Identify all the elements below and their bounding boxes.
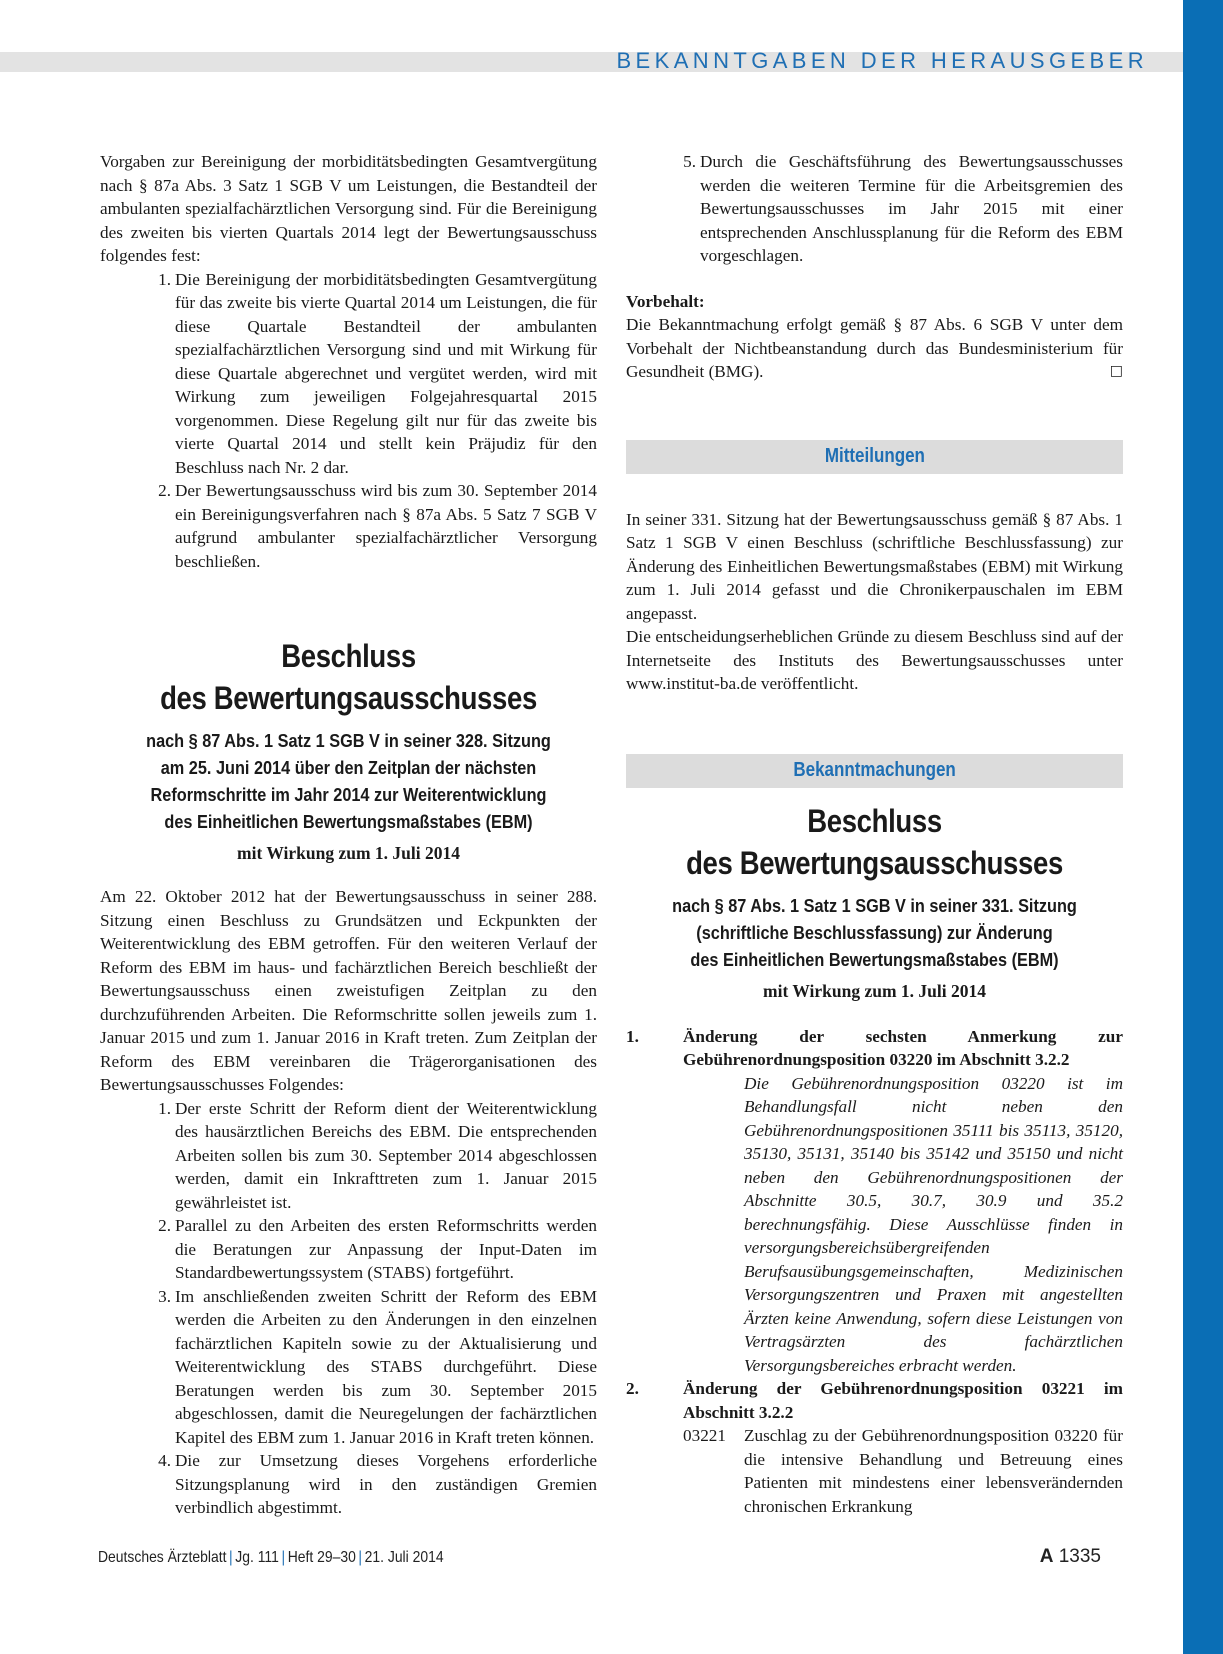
reformschritte-list [100,1097,597,1520]
page-number: A 1335 [1039,1546,1101,1567]
change-2-title: 2. Änderung der Gebührenordnungsposition 03221 im Abschnitt 3.2.2 [626,1379,1123,1422]
reformschritte-list-continued [626,150,1123,268]
vorbehalt-paragraph: Die Bekanntmachung erfolgt gemäß § 87 Abs. 6 SGB V unter dem Vorbehalt der Nichtbeanstandung durch das Bundesministerium für Gesundheit (BMG). □ [626,313,1123,384]
list-item: 2. Der Bewertungsausschuss wird bis zum 30. September 2014 ein Bereinigungsverfahren nach § 87a Abs. 5 Satz 7 SGB V aufgrund ambulanter spezialfachärztlicher Versorgung beschließen. [158,481,597,571]
change-2-entry: 03221 Zuschlag zu der Gebührenordnungsposition 03220 für die intensive Behandlung und Betreuung eines Patienten mit mindestens einer lebensverändernden chronischen Erkrankung [683,1426,1123,1516]
section-title: BEKANNTGABEN DER HERAUSGEBER [616,48,1148,73]
bereinigung-list [100,268,597,574]
change-1-title: 1. Änderung der sechsten Anmerkung zur Gebührenordnungsposition 03220 im Abschnitt 3.2.2 [626,1026,1123,1069]
list-item: 5. Durch die Geschäftsführung des Bewertungsausschusses werden die weiteren Termine für die Arbeitsgremien des Bewertungsausschusses im Jahr 2015 mit einer entsprechenden Anschlussplanung für die Reform des EBM vorgeschlagen. [683,152,1123,265]
list-item: 2. Parallel zu den Arbeiten des ersten Reformschritts werden die Beratungen zur Anpassung der Input-Daten im Standardbewertungssystem (STABS) fortgeführt. [158,1216,597,1282]
gop-code: 03221 [683,1426,726,1445]
beschluss-heading-331: Beschluss des Bewertungsausschusses nach § 87 Abs. 1 Satz 1 SGB V in seiner 331. Sitzung (schriftliche Beschlussfassung) zur Änderung des Einheitlichen Bewertungsmaßstabes (EBM) [672,802,1077,970]
beschluss-heading-328: Beschluss des Bewertungsausschusses nach § 87 Abs. 1 Satz 1 SGB V in seiner 328. Sitzung am 25. Juni 2014 über den Zeitplan der nächsten Reformschritte im Jahr 2014 zur Weiterentwicklung des Einheitlichen Bewertungsmaßstabes (EBM) [146,638,551,832]
mitteilung-paragraph: In seiner 331. Sitzung hat der Bewertungsausschuss gemäß § 87 Abs. 1 Satz 1 SGB V einen Beschluss (schriftliche Beschlussfassung) zur Änderung des Einheitlichen Bewertungsmaßstabes (EBM) mit Wirkung zum 1. Juli 2014 gefasst und die Chronikerpauschalen im EBM angepasst. [626,509,1123,623]
left-column [100,150,597,1520]
list-item: 3. Im anschließenden zweiten Schritt der Reform des EBM werden die Arbeiten zu den Änderungen in den einzelnen fachärztlichen Kapiteln sowie zu der Aktualisierung und Weiterentwicklung des STABS durchgeführt. Diese Beratungen werden bis zum 30. September 2015 abgeschlossen, damit die Neuregelungen der fachärztlichen Kapitel des EBM zum 1. Januar 2016 in Kraft treten können. [158,1286,597,1447]
mitteilung-paragraph-2: Die entscheidungserheblichen Gründe zu diesem Beschluss sind auf der Internetseite des Instituts des Bewertungsausschusses unter www.institut-ba.de veröffentlicht. [626,627,1123,693]
page-edge-stripe [1183,0,1223,1654]
footer-citation: Deutsches Ärzteblatt | Jg. 111 | Heft 29–30 | 21. Juli 2014 [98,1549,444,1566]
zeitplan-paragraph: Am 22. Oktober 2012 hat der Bewertungsausschuss in seiner 288. Sitzung einen Beschluss zu Grundsätzen und Eckpunkten der Weiterentwicklung des EBM getroffen. Für den weiteren Verlauf der Reform des EBM im haus- und fachärztlichen Bereich beschließt der Bewertungsausschuss einen zweistufigen Zeitplan zu den durchzuführenden Arbeiten. Die Reformschritte sollen jeweils zum 1. Januar 2015 und zum 1. Januar 2016 in Kraft treten. Zum Zeitplan der Reform des EBM vereinbaren die Trägerorganisationen des Bewertungsausschusses Folgendes: [100,887,597,1094]
list-item: 4. Die zur Umsetzung dieses Vorgehens erforderliche Sitzungsplanung wird in den zuständigen Gremien verbindlich abgestimmt. [158,1451,597,1517]
list-item: 1. Der erste Schritt der Reform dient der Weiterentwicklung des hausärztlichen Bereichs des EBM. Die entsprechenden Arbeiten sollen bis zum 30. September 2014 abgeschlossen werden, damit ein Inkrafttreten zum 1. Januar 2015 gewährleistet ist. [158,1098,597,1212]
list-item: 1. Die Bereinigung der morbiditätsbedingten Gesamtvergütung für das zweite bis vierte Quartal 2014 um Leistungen, die für diese Quartale Bestandteil der ambulanten spezialfachärztlichen Versorgung sind und mit Wirkung für diese Quartale abgerechnet und vergütet werden, wird mit Wirkung zum jeweiligen Folgejahresquartal 2015 vorgenommen. Diese Regelung gilt nur für das zweite bis vierte Quartal 2014 und stellt kein Präjudiz für den Beschluss nach Nr. 2 dar. [158,269,597,477]
right-column [626,150,1123,1518]
intro-paragraph: Vorgaben zur Bereinigung der morbiditätsbedingten Gesamtvergütung nach § 87a Abs. 3 Satz 1 SGB V um Leistungen, die Bestandteil der ambulanten spezialfachärztlichen Versorgung sind. Für die Bereinigung des zweiten bis vierten Quartals 2014 legt der Bewertungsausschuss folgendes fest: [100,152,597,265]
change-1-annotation: Die Gebührenordnungsposition 03220 ist im Behandlungsfall nicht neben den Gebührenordnungspositionen 35111 bis 35113, 35120, 35130, 35131, 35140 bis 35142 und 35150 und nicht neben den Gebührenordnungspositionen der Abschnitte 30.5, 30.7, 30.9 und 35.2 berechnungsfähig. Diese Ausschlüsse finden in versorgungsbereichsübergreifenden Berufsausübungsgemeinschaften, Medizinischen Versorgungszentren und Praxen mit angestellten Ärzten keine Anwendung, sofern diese Leistungen von Vertragsärzten des fachärztlichen Versorgungsbereiches erbracht werden. [744,1073,1123,1375]
bekanntmachungen-heading: Bekanntmachungen [626,754,1123,788]
end-mark: □ [1109,363,1123,379]
vorbehalt-label: Vorbehalt: [626,291,705,311]
wirkung-line: mit Wirkung zum 1. Juli 2014 [763,980,986,1001]
wirkung-line: mit Wirkung zum 1. Juli 2014 [237,843,460,863]
mitteilungen-heading: Mitteilungen [626,440,1123,474]
